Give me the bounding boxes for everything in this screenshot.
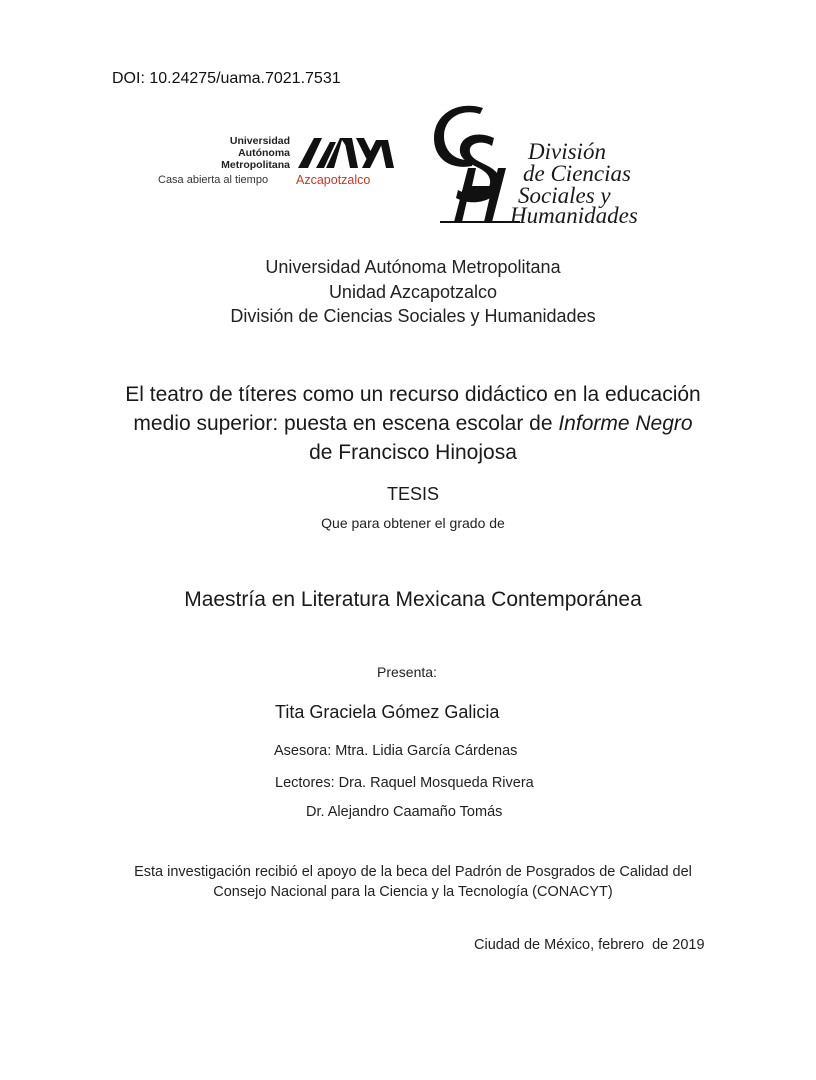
degree-purpose: Que para obtener el grado de [321,515,505,531]
csh-line-2: de Ciencias [523,161,631,186]
thesis-title-line-3: de Francisco Hinojosa [309,441,517,464]
csh-line-3: Sociales y [518,183,611,208]
advisor: Asesora: Mtra. Lidia García Cárdenas [274,743,518,759]
uam-emblem-icon [296,134,396,172]
funding-line-2: Consejo Nacional para la Ciencia y la Tecnología (CONACYT) [213,884,613,900]
uam-name-line-2: Autónoma [238,147,290,159]
uam-name-line-1: Universidad [229,135,290,147]
csh-monogram-icon [428,98,523,228]
thesis-title-italic-work: Informe Negro [558,412,693,435]
readers-line-2: Dr. Alejandro Caamaño Tomás [306,804,503,820]
institution-university: Universidad Autónoma Metropolitana [265,257,561,277]
institution-unit: Unidad Azcapotzalco [328,282,498,302]
uam-tagline: Casa abierta al tiempo [158,174,269,186]
doi-text: DOI: 10.24275/uama.7021.7531 [112,70,341,87]
readers-line-1: Lectores: Dra. Raquel Mosqueda Rivera [275,775,534,791]
uam-logo [156,134,406,194]
presents-label: Presenta: [377,664,437,680]
uam-unit: Azcapotzalco [296,173,371,187]
csh-line-1: División [528,139,606,164]
place-date: Ciudad de México, febrero de 2019 [474,937,705,953]
thesis-title-line-1: El teatro de títeres como un recurso didáctico en la educación [125,383,701,406]
csh-logo [428,98,678,230]
funding-line-1: Esta investigación recibió el apoyo de la beca del Padrón de Posgrados de Calidad del [134,864,692,880]
degree-name: Maestría en Literatura Mexicana Contemporánea [184,588,642,611]
uam-name-line-3: Metropolitana [221,159,290,171]
thesis-title-line-2-plain: medio superior: puesta en escena escolar de [133,412,559,435]
author-name: Tita Graciela Gómez Galicia [275,702,500,722]
institution-division: División de Ciencias Sociales y Humanidades [230,306,596,326]
document-type: TESIS [386,484,439,504]
csh-line-4: Humanidades [510,203,638,228]
thesis-title-line-2 [0,412,816,436]
